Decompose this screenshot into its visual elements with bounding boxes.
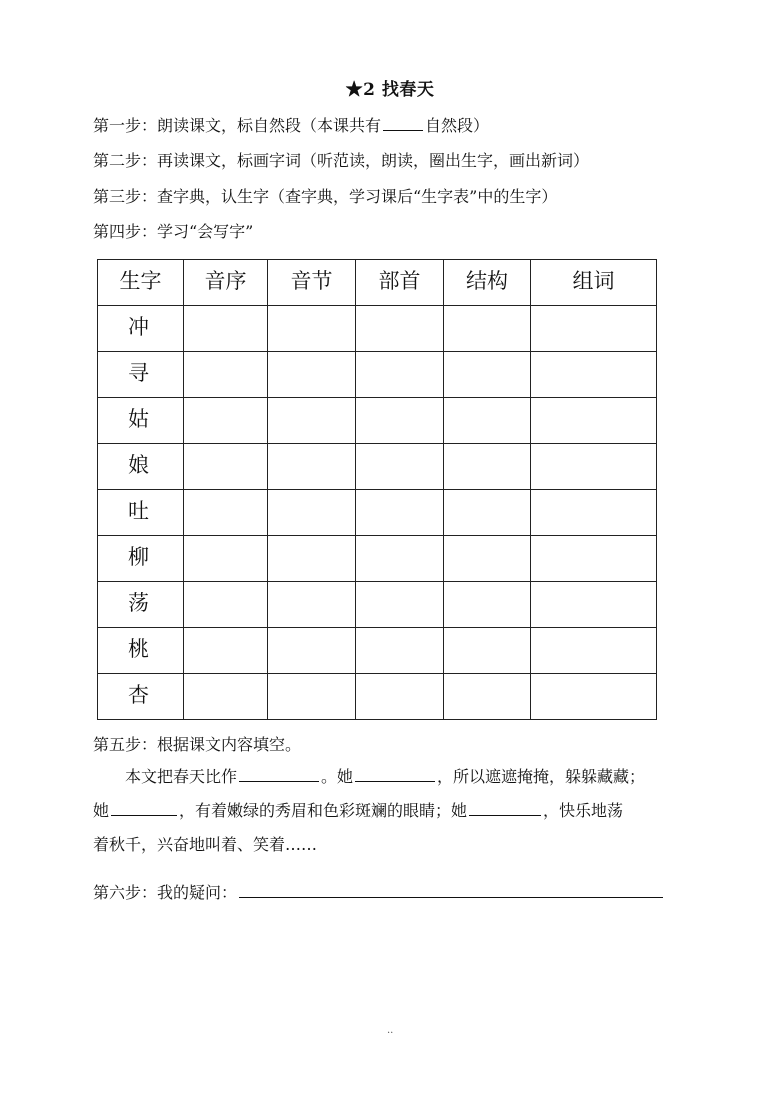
initial-cell[interactable] [184, 674, 268, 720]
table-row [98, 490, 657, 536]
question-blank[interactable] [239, 883, 663, 898]
initial-cell[interactable] [184, 582, 268, 628]
character-cell: 冲 [98, 306, 184, 352]
syllable-cell[interactable] [268, 674, 356, 720]
structure-cell[interactable] [444, 444, 531, 490]
radical-cell[interactable] [356, 536, 444, 582]
initial-cell[interactable] [184, 490, 268, 536]
table-header-row [98, 260, 657, 306]
syllable-cell[interactable] [268, 536, 356, 582]
step-1-text-before: 第一步：朗读课文，标自然段（本课共有 [93, 116, 382, 135]
step-1-text-after: 自然段） [425, 116, 490, 135]
step-1 [93, 113, 489, 136]
initial-cell[interactable] [184, 306, 268, 352]
radical-cell[interactable] [356, 674, 444, 720]
character-cell: 寻 [98, 352, 184, 398]
structure-cell[interactable] [444, 398, 531, 444]
word-cell[interactable] [531, 306, 657, 352]
step-3: 第三步：查字典，认生字（查字典，学习课后“生字表”中的生字） [93, 187, 558, 206]
table-row [98, 674, 657, 720]
initial-cell[interactable] [184, 536, 268, 582]
word-cell[interactable] [531, 582, 657, 628]
paragraph-count-blank[interactable] [383, 116, 423, 131]
table-row [98, 582, 657, 628]
character-cell: 娘 [98, 444, 184, 490]
initial-cell[interactable] [184, 444, 268, 490]
table-row [98, 444, 657, 490]
syllable-cell[interactable] [268, 628, 356, 674]
initial-cell[interactable] [184, 628, 268, 674]
table-row [98, 306, 657, 352]
table-row [98, 398, 657, 444]
syllable-cell[interactable] [268, 306, 356, 352]
word-cell[interactable] [531, 628, 657, 674]
structure-cell[interactable] [444, 582, 531, 628]
word-cell[interactable] [531, 444, 657, 490]
fill-blank-2[interactable] [355, 767, 435, 782]
fill-blank-4[interactable] [469, 801, 541, 816]
step-6 [93, 880, 665, 903]
word-cell[interactable] [531, 536, 657, 582]
syllable-cell[interactable] [268, 444, 356, 490]
radical-cell[interactable] [356, 628, 444, 674]
fill-blank-1[interactable] [239, 767, 319, 782]
step-4: 第四步：学习“会写字” [93, 222, 254, 241]
word-cell[interactable] [531, 490, 657, 536]
header-word: 组词 [531, 260, 657, 306]
fill-text-2c: ，快乐地荡 [543, 801, 624, 820]
radical-cell[interactable] [356, 352, 444, 398]
initial-cell[interactable] [184, 398, 268, 444]
character-cell: 荡 [98, 582, 184, 628]
structure-cell[interactable] [444, 352, 531, 398]
radical-cell[interactable] [356, 398, 444, 444]
radical-cell[interactable] [356, 444, 444, 490]
word-cell[interactable] [531, 674, 657, 720]
header-structure: 结构 [444, 260, 531, 306]
fill-text-1a: 本文把春天比作 [125, 767, 238, 786]
character-cell: 杏 [98, 674, 184, 720]
page-title: ★2 找春天 [345, 80, 435, 100]
character-cell: 柳 [98, 536, 184, 582]
header-character: 生字 [98, 260, 184, 306]
structure-cell[interactable] [444, 490, 531, 536]
step-6-label: 第六步：我的疑问： [93, 883, 238, 902]
fill-text-2a: 她 [93, 801, 110, 820]
structure-cell[interactable] [444, 674, 531, 720]
fill-blank-3[interactable] [111, 801, 177, 816]
table-row [98, 536, 657, 582]
structure-cell[interactable] [444, 306, 531, 352]
step-5-paragraph [93, 760, 693, 862]
header-syllable: 音节 [268, 260, 356, 306]
fill-text-2b: ，有着嫩绿的秀眉和色彩斑斓的眼睛；她 [179, 801, 468, 820]
syllable-cell[interactable] [268, 398, 356, 444]
initial-cell[interactable] [184, 352, 268, 398]
radical-cell[interactable] [356, 490, 444, 536]
fill-text-1b: 。她 [321, 767, 354, 786]
character-table [97, 259, 657, 720]
step-5-heading: 第五步：根据课文内容填空。 [93, 735, 302, 754]
character-cell: 吐 [98, 490, 184, 536]
syllable-cell[interactable] [268, 490, 356, 536]
radical-cell[interactable] [356, 582, 444, 628]
fill-text-3: 着秋千，兴奋地叫着、笑着…… [93, 835, 318, 854]
step-2: 第二步：再读课文，标画字词（听范读，朗读，圈出生字，画出新词） [93, 151, 590, 170]
table-row [98, 352, 657, 398]
syllable-cell[interactable] [268, 582, 356, 628]
table-row [98, 628, 657, 674]
radical-cell[interactable] [356, 306, 444, 352]
word-cell[interactable] [531, 352, 657, 398]
word-cell[interactable] [531, 398, 657, 444]
footer-mark: .. [387, 1025, 394, 1036]
character-cell: 姑 [98, 398, 184, 444]
character-cell: 桃 [98, 628, 184, 674]
header-initial: 音序 [184, 260, 268, 306]
structure-cell[interactable] [444, 628, 531, 674]
syllable-cell[interactable] [268, 352, 356, 398]
fill-text-1c: ，所以遮遮掩掩，躲躲藏藏； [437, 767, 646, 786]
structure-cell[interactable] [444, 536, 531, 582]
header-radical: 部首 [356, 260, 444, 306]
